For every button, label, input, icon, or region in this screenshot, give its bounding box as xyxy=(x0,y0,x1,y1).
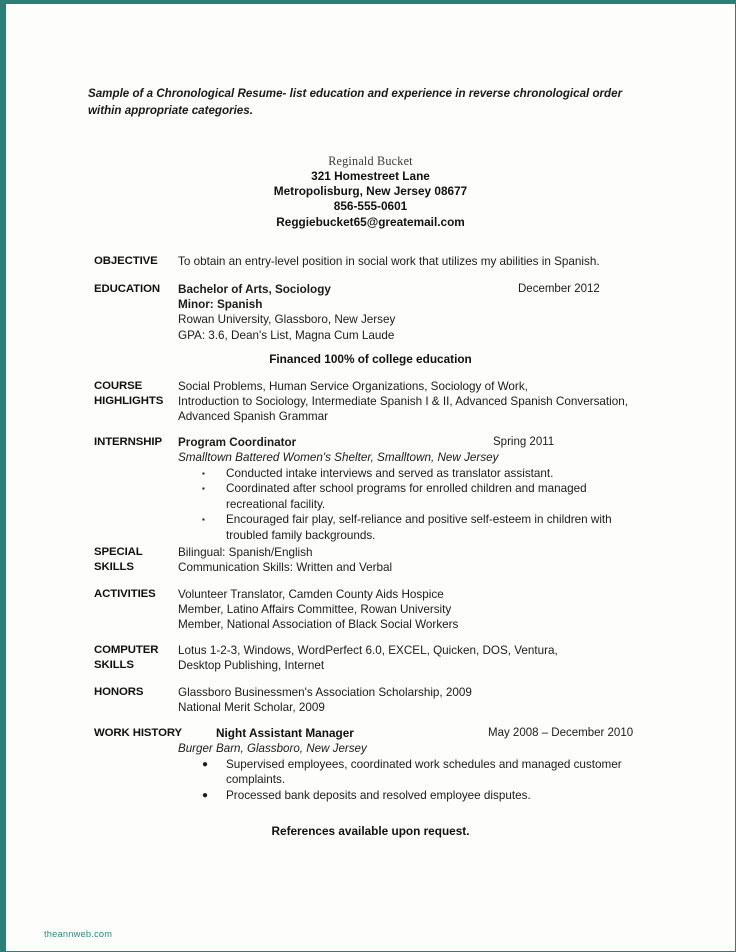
site-watermark: theannweb.com xyxy=(44,929,113,939)
candidate-email: Reggiebucket65@greatemail.com xyxy=(276,214,465,229)
honors-body xyxy=(178,685,648,715)
internship-date: Spring 2011 xyxy=(493,436,555,448)
special-skills-line2: Communication Skills: Written and Verbal xyxy=(178,561,393,575)
intro-note: Sample of a Chronological Resume- list education and experience in reverse chronological order within appropriate categories. xyxy=(88,87,623,117)
education-degree: Bachelor of Arts, Sociology xyxy=(178,283,331,296)
special-skills-body xyxy=(178,545,648,575)
objective-text: To obtain an entry-level position in social work that utilizes my abilities in Spanish. xyxy=(178,255,600,268)
square-bullet-icon: ▪ xyxy=(202,484,205,494)
work-history-bullet-list xyxy=(202,757,632,803)
course-highlights-line1: Social Problems, Human Service Organizations, Sociology of Work, xyxy=(178,380,528,393)
honors-line2: National Merit Scholar, 2009 xyxy=(178,701,325,715)
computer-skills-body xyxy=(178,643,658,673)
work-history-organization: Burger Barn, Glassboro, New Jersey xyxy=(178,742,367,755)
work-history-title: Night Assistant Manager xyxy=(216,726,354,740)
references-footer: References available upon request. xyxy=(271,824,470,838)
resume-page xyxy=(6,4,735,951)
computer-skills-label-line2: SKILLS xyxy=(94,658,134,671)
course-highlights-label-line2: HIGHLIGHTS xyxy=(94,394,164,407)
internship-bullet-text: Encouraged fair play, self-reliance and positive self-esteem in children with troubled family backgrounds. xyxy=(226,513,612,542)
contact-header xyxy=(6,154,735,230)
activities-body xyxy=(178,587,648,633)
computer-skills-line2: Desktop Publishing, Internet xyxy=(178,659,325,673)
financed-education-line: Financed 100% of college education xyxy=(269,352,472,366)
education-label: EDUCATION xyxy=(94,283,160,295)
list-item xyxy=(202,512,632,543)
internship-bullet-text: Coordinated after school programs for enrolled children and managed recreational facility. xyxy=(226,482,587,511)
computer-skills-line1: Lotus 1-2-3, Windows, WordPerfect 6.0, EXCEL, Quicken, DOS, Ventura, xyxy=(178,644,558,657)
work-history-bullet-text: Processed bank deposits and resolved employee disputes. xyxy=(226,788,531,802)
special-skills-line1: Bilingual: Spanish/English xyxy=(178,546,313,559)
activities-line1: Volunteer Translator, Camden County Aids Hospice xyxy=(178,588,444,601)
education-date: December 2012 xyxy=(518,283,600,295)
round-bullet-icon: ● xyxy=(202,789,209,801)
candidate-name: Reginald Bucket xyxy=(328,154,413,168)
computer-skills-label xyxy=(94,643,184,672)
internship-label: INTERNSHIP xyxy=(94,436,162,448)
work-history-label: WORK HISTORY xyxy=(94,727,183,739)
computer-skills-label-line1: COMPUTER xyxy=(94,644,159,656)
honors-line1: Glassboro Businessmen's Association Scholarship, 2009 xyxy=(178,686,472,699)
work-history-date: May 2008 – December 2010 xyxy=(488,727,634,739)
list-item xyxy=(202,788,632,803)
course-highlights-line3: Advanced Spanish Grammar xyxy=(178,410,329,424)
work-history-bullet-text: Supervised employees, coordinated work schedules and managed customer complaints. xyxy=(226,758,622,787)
list-item xyxy=(202,466,632,481)
course-highlights-body xyxy=(178,379,658,425)
objective-label: OBJECTIVE xyxy=(94,255,158,267)
list-item xyxy=(202,757,632,788)
special-skills-label-line2: SKILLS xyxy=(94,560,134,573)
activities-line3: Member, National Association of Black Social Workers xyxy=(178,618,459,632)
internship-organization: Smalltown Battered Women's Shelter, Smalltown, New Jersey xyxy=(178,451,499,465)
internship-bullet-text: Conducted intake interviews and served as translator assistant. xyxy=(226,467,554,480)
special-skills-label xyxy=(94,545,184,574)
candidate-city-state-zip: Metropolisburg, New Jersey 08677 xyxy=(273,184,468,199)
activities-label: ACTIVITIES xyxy=(94,588,156,600)
course-highlights-line2: Introduction to Sociology, Intermediate Spanish I & II, Advanced Spanish Conversation, xyxy=(178,395,629,409)
course-highlights-label-line1: COURSE xyxy=(94,380,143,392)
course-highlights-label xyxy=(94,379,184,408)
square-bullet-icon: ▪ xyxy=(202,469,205,478)
internship-body xyxy=(178,435,648,465)
internship-bullet-list xyxy=(202,466,632,543)
education-minor: Minor: Spanish xyxy=(178,298,263,312)
honors-label: HONORS xyxy=(94,686,144,698)
activities-line2: Member, Latino Affairs Committee, Rowan University xyxy=(178,603,452,617)
special-skills-label-line1: SPECIAL xyxy=(94,546,143,558)
candidate-phone: 856-555-0601 xyxy=(333,199,408,214)
square-bullet-icon: ▪ xyxy=(202,515,205,525)
candidate-street: 321 Homestreet Lane xyxy=(311,169,430,183)
resume-sheet xyxy=(6,4,735,951)
list-item xyxy=(202,481,632,512)
internship-title: Program Coordinator xyxy=(178,436,297,449)
education-school: Rowan University, Glassboro, New Jersey xyxy=(178,313,396,327)
education-gpa: GPA: 3.6, Dean's List, Magna Cum Laude xyxy=(178,328,395,342)
round-bullet-icon: ● xyxy=(202,759,209,770)
